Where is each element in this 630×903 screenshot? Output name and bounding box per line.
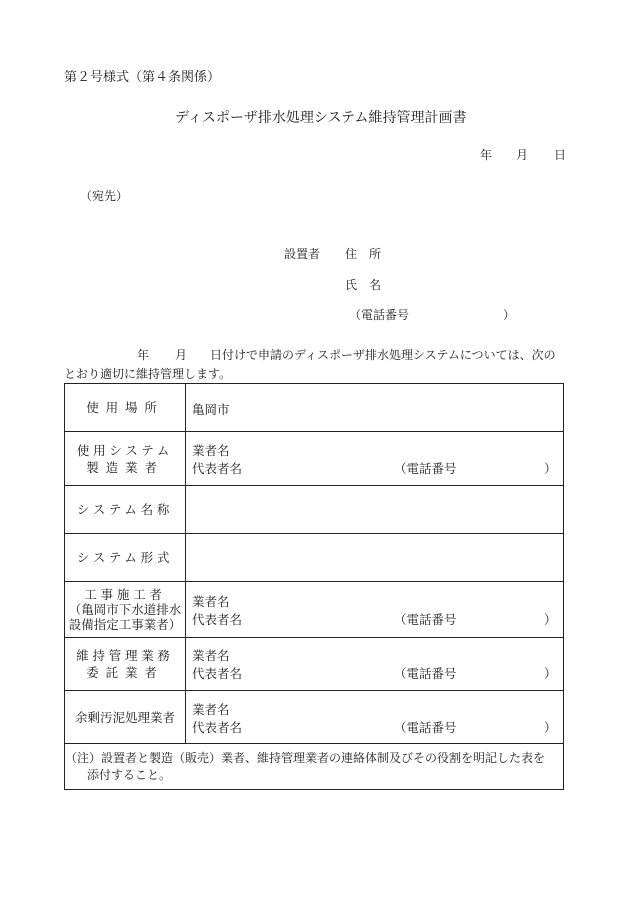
note-line-2: 添付すること。 [87, 767, 172, 782]
row-label: 工事施工者 （亀岡市下水道排水 設備指定工事業者） [65, 582, 186, 638]
sludge-contractor-cell: 業者名 代表者名 （電話番号 ） [186, 691, 564, 744]
intro-text-line2: とおり適切に維持管理します。 [64, 367, 232, 381]
row-label: システム名称 [65, 486, 186, 534]
address-label: 住 所 [345, 247, 382, 261]
row-label: 余剰汚泥処理業者 [65, 691, 186, 744]
row-label: システム形式 [65, 534, 186, 582]
maintenance-contractor-cell: 業者名 代表者名 （電話番号 ） [186, 638, 564, 691]
table-row [65, 384, 564, 432]
phone-label: （電話番号 [349, 308, 410, 322]
intro-text-line1: 日付けで申請のディスポーザ排水処理システムについては、次の [210, 348, 556, 362]
row-label: 使用場所 [65, 384, 186, 432]
table-row [65, 691, 564, 744]
maintenance-plan-table [64, 383, 564, 790]
contractor-cell: 業者名 代表者名 （電話番号 ） [186, 582, 564, 638]
form-number: 第２号様式（第４条関係） [64, 70, 221, 85]
note-line-1: （注）設置者と製造（販売）業者、維持管理業者の連絡体制及びその役割を明記した表を [65, 750, 546, 765]
intro-month: 月 [175, 348, 188, 362]
table-row [65, 486, 564, 534]
usage-location-cell [186, 384, 564, 432]
usage-location-value: 亀岡市 [192, 402, 230, 417]
table-row [65, 534, 564, 582]
manufacturer-cell: 業者名 代表者名 （電話番号 ） [186, 432, 564, 486]
phone-close: ） [503, 308, 516, 322]
table-row [65, 638, 564, 691]
table-row [65, 432, 564, 486]
system-name-cell [186, 486, 564, 534]
note-cell [65, 744, 564, 790]
document-title: ディスポーザ排水処理システム維持管理計画書 [175, 110, 467, 126]
name-label: 氏 名 [345, 278, 382, 292]
applicant-label: 設置者 [284, 247, 321, 261]
date-year-label: 年 [480, 148, 493, 162]
row-label: 使用システム 製造業者 [65, 432, 186, 486]
intro-year: 年 [137, 348, 150, 362]
date-day-label: 日 [554, 148, 567, 162]
table-row [65, 582, 564, 638]
date-month-label: 月 [516, 148, 529, 162]
system-type-cell [186, 534, 564, 582]
row-label: 維持管理業務 委託業者 [65, 638, 186, 691]
table-row [65, 744, 564, 790]
addressee-label: （宛先） [80, 189, 129, 203]
